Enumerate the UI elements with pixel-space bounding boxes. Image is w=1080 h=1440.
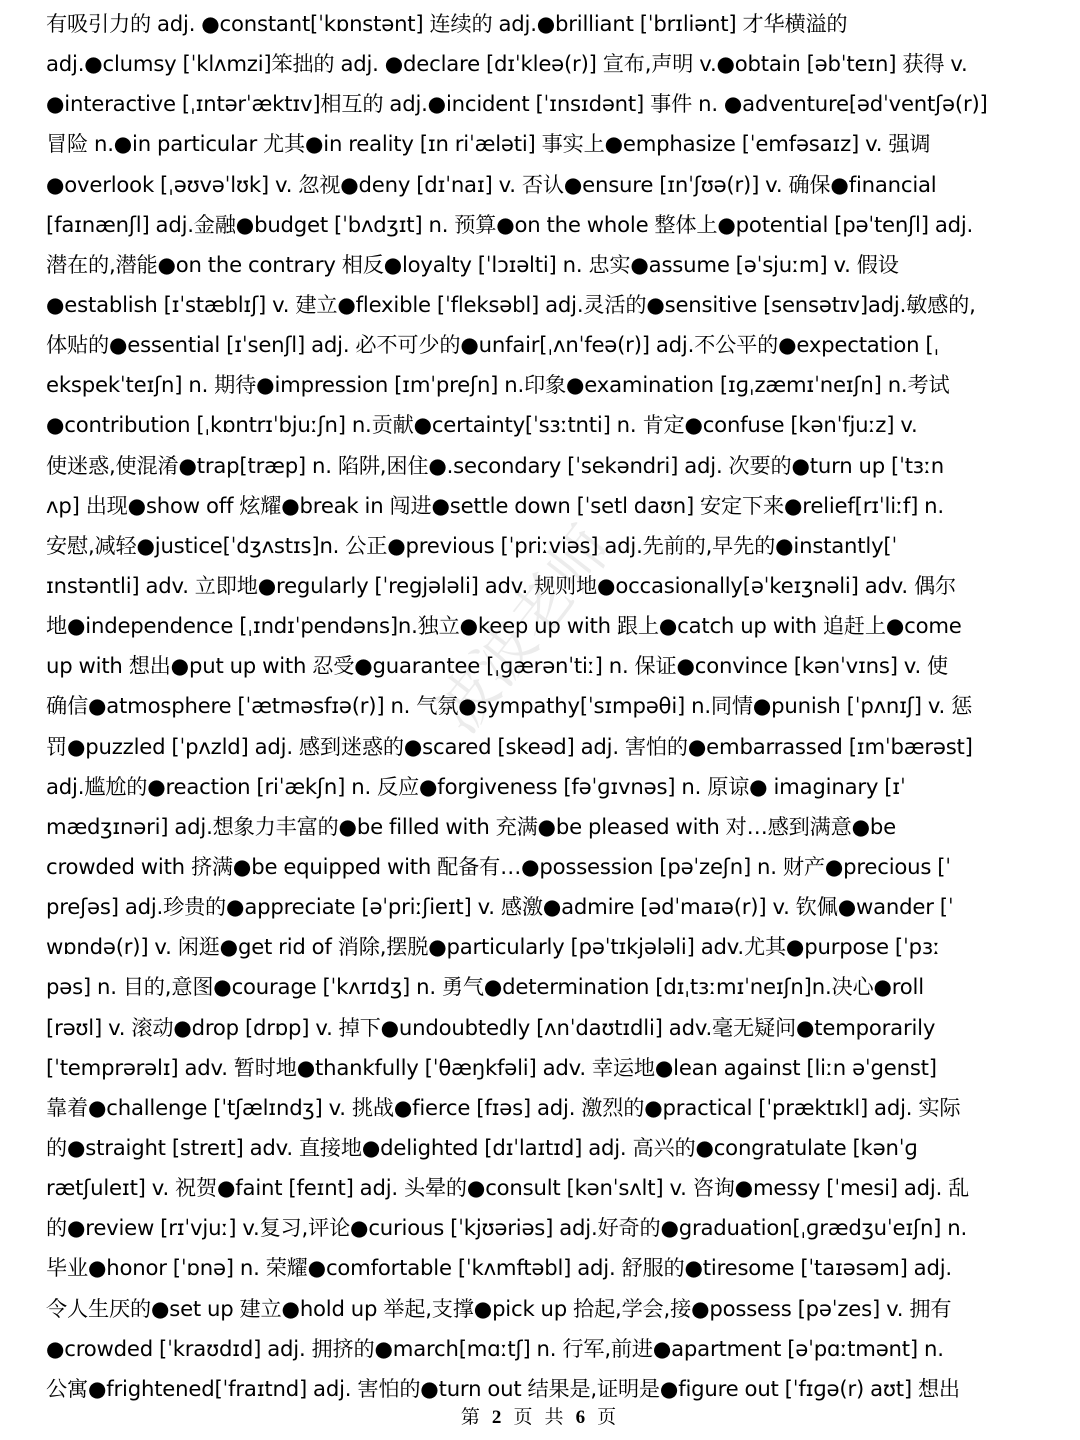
vocab-line: ●overlook [ˌəʊvəˈlʊk] v. 忽视●deny [dɪˈnaɪ] v. 否认●ensure [ɪnˈʃʊə(r)] v. 确保●financial xyxy=(46,171,937,197)
vocab-line: [rəʊl] v. 滚动●drop [drɒp] v. 掉下●undoubtedly [ʌnˈdaʊtɪdli] adv.毫无疑问●temporarily xyxy=(46,1014,936,1040)
vocab-line: [ˈtemprərəlɪ] adv. 暂时地●thankfully [ˈθæŋkfəli] adv. 幸运地●lean against [liːn əˈgenst] xyxy=(46,1054,937,1080)
total-page-number: 6 xyxy=(575,1407,589,1428)
vocab-line: 有吸引力的 adj. ●constant[ˈkɒnstənt] 连续的 adj.●brilliant [ˈbrɪliənt] 才华横溢的 xyxy=(46,11,848,36)
vocabulary-page xyxy=(46,4,1036,1404)
vocab-line: wɒndə(r)] v. 闲逛●get rid of 消除,摆脱●particularly [pəˈtɪkjələli] adv.尤其●purpose [ˈpɜː xyxy=(46,934,940,960)
vocab-line: [faɪnænʃl] adj.金融●budget [ˈbʌdʒɪt] n. 预算●on the whole 整体上●potential [pəˈtenʃl] adj. xyxy=(46,211,974,237)
vocab-line: 确信●atmosphere [ˈætməsfɪə(r)] n. 气氛●sympathy[ˈsɪmpəθi] n.同情●punish [ˈpʌnɪʃ] v. 惩 xyxy=(46,693,973,719)
footer-prefix: 第 xyxy=(460,1406,483,1428)
vocab-line: rætʃuleɪt] v. 祝贺●faint [feɪnt] adj. 头晕的●consult [kənˈsʌlt] v. 咨询●messy [ˈmesi] adj. 乱 xyxy=(46,1175,970,1201)
vocab-line: 冒险 n.●in particular 尤其●in reality [ɪn riˈæləti] 事实上●emphasize [ˈemfəsaɪz] v. 强调 xyxy=(46,131,931,157)
vocab-line: 的●straight [streɪt] adv. 直接地●delighted [dɪˈlaɪtɪd] adj. 高兴的●congratulate [kənˈɡ xyxy=(46,1134,918,1160)
vocab-line: 体贴的●essential [ɪˈsenʃl] adj. 必不可少的●unfair[ˌʌnˈfeə(r)] adj.不公平的●expectation [ˌ xyxy=(46,332,940,358)
vocab-line: 地●independence [ˌɪndɪˈpendəns]n.独立●keep up with 跟上●catch up with 追赶上●come xyxy=(46,613,962,639)
vocab-line: 毕业●honor [ˈɒnə] n. 荣耀●comfortable [ˈkʌmftəbl] adj. 舒服的●tiresome [ˈtaɪəsəm] adj. xyxy=(46,1255,952,1281)
vocab-line: ●contribution [ˌkɒntrɪˈbjuːʃn] n.贡献●certainty[ˈsɜːtnti] n. 肯定●confuse [kənˈfjuːz] v. xyxy=(46,412,918,438)
watermark: 波波老师 xyxy=(422,513,626,747)
vocab-line: ●interactive [ˌɪntərˈæktɪv]相互的 adj.●incident [ˈɪnsɪdənt] 事件 n. ●adventure[ədˈventʃə(r)] xyxy=(46,91,988,117)
page-footer xyxy=(0,1402,1080,1429)
vocab-line: crowded with 挤满●be equipped with 配备有…●possession [pəˈzeʃn] n. 财产●precious [ˈ xyxy=(46,853,951,879)
vocab-line: up with 想出●put up with 忍受●guarantee [ˌɡærənˈtiː] n. 保证●convince [kənˈvɪns] v. 使 xyxy=(46,653,949,679)
vocab-line: ●crowded [ˈkraʊdɪd] adj. 拥挤的●march[mɑːtʃ] n. 行军,前进●apartment [əˈpɑːtmənt] n. xyxy=(46,1335,944,1361)
current-page-number: 2 xyxy=(491,1407,505,1428)
vocab-line: preʃəs] adj.珍贵的●appreciate [əˈpriːʃieɪt] v. 感激●admire [ədˈmaɪə(r)] v. 钦佩●wander [ˈ xyxy=(46,894,954,920)
vocab-line: adj.尴尬的●reaction [riˈækʃn] n. 反应●forgiveness [fəˈɡɪvnəs] n. 原谅● imaginary [ɪˈ xyxy=(46,773,906,799)
vocab-line: 使迷惑,使混淆●trap[træp] n. 陷阱,困住●.secondary [ˈsekəndri] adj. 次要的●turn up [ˈtɜːn xyxy=(46,452,945,478)
vocab-line: ●establish [ɪˈstæblɪʃ] v. 建立●flexible [ˈfleksəbl] adj.灵活的●sensitive [sensətɪv]adj.敏感的, xyxy=(46,291,976,317)
vocab-line: 潜在的,潜能●on the contrary 相反●loyalty [ˈlɔɪəlti] n. 忠实●assume [əˈsjuːm] v. 假设 xyxy=(46,251,899,277)
footer-suffix: 页 xyxy=(597,1406,620,1428)
vocab-line: 罚●puzzled [ˈpʌzld] adj. 感到迷惑的●scared [skeəd] adj. 害怕的●embarrassed [ɪmˈbærəst] xyxy=(46,733,973,759)
vocab-line: 的●review [rɪˈvjuː] v.复习,评论●curious [ˈkjʊəriəs] adj.好奇的●graduation[ˌɡrædʒuˈeɪʃn] n. xyxy=(46,1215,968,1241)
vocab-line: 公寓●frightened[ˈfraɪtnd] adj. 害怕的●turn out 结果是,证明是●figure out [ˈfɪɡə(r) aʊt] 想出 xyxy=(46,1375,960,1401)
vocab-line: ɪnstəntli] adv. 立即地●regularly [ˈregjələli] adv. 规则地●occasionally[əˈkeɪʒnəli] adv. 偶尔 xyxy=(46,572,956,598)
vocab-line: 安慰,减轻●justice[ˈdʒʌstɪs]n. 公正●previous [ˈpriːviəs] adj.先前的,早先的●instantly[ˈ xyxy=(46,532,898,558)
vocab-line: mædʒɪnəri] adj.想象力丰富的●be filled with 充满●be pleased with 对…感到满意●be xyxy=(46,813,896,839)
vocab-line: adj.●clumsy [ˈklʌmzi]笨拙的 adj. ●declare [dɪˈkleə(r)] 宣布,声明 v.●obtain [əbˈteɪn] 获得 v. xyxy=(46,51,968,77)
vocab-line: 令人生厌的●set up 建立●hold up 举起,支撑●pick up 拾起,学会,接●possess [pəˈzes] v. 拥有 xyxy=(46,1295,952,1321)
vocab-line: ʌp] 出现●show off 炫耀●break in 闯进●settle down [ˈsetl daʊn] 安定下来●relief[rɪˈliːf] n. xyxy=(46,492,944,518)
vocab-line: ekspekˈteɪʃn] n. 期待●impression [ɪmˈpreʃn] n.印象●examination [ɪɡˌzæmɪˈneɪʃn] n.考试 xyxy=(46,372,950,398)
vocab-line: 靠着●challenge [ˈtʃælɪndʒ] v. 挑战●fierce [fɪəs] adj. 激烈的●practical [ˈpræktɪkl] adj. 实际 xyxy=(46,1094,961,1120)
vocab-line: pəs] n. 目的,意图●courage [ˈkʌrɪdʒ] n. 勇气●determination [dɪˌtɜːmɪˈneɪʃn]n.决心●roll xyxy=(46,974,924,1000)
footer-middle: 页 共 xyxy=(513,1406,567,1428)
